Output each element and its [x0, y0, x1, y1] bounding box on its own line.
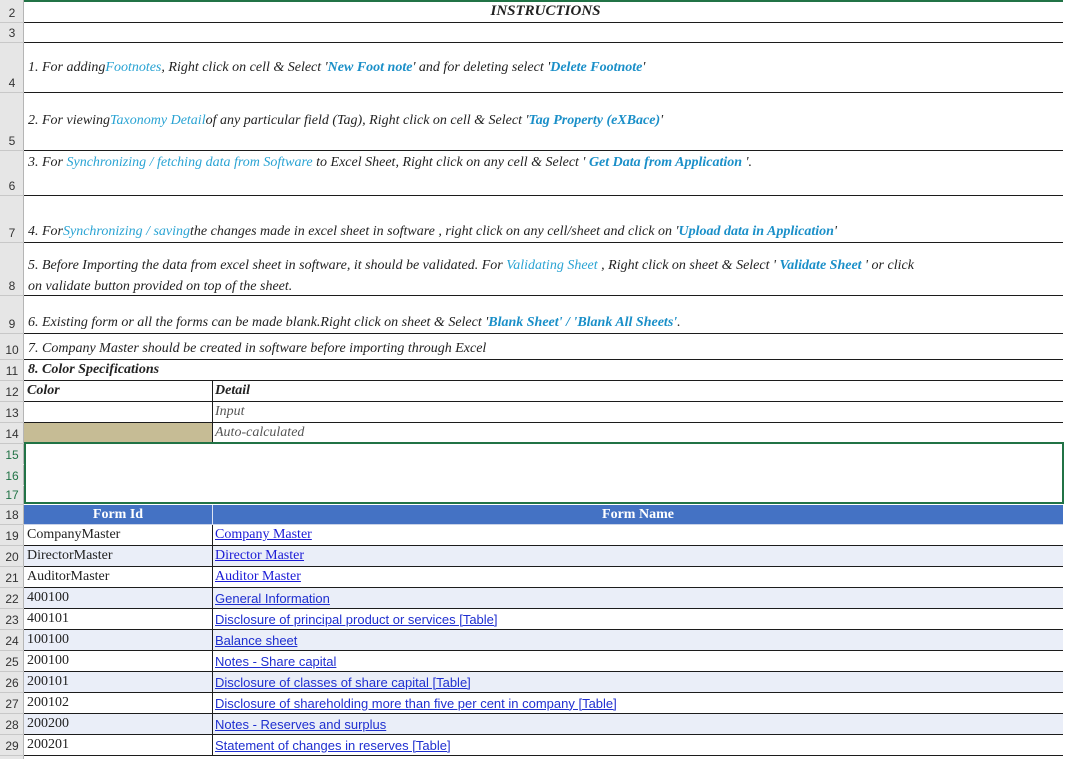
row-number[interactable]: 7 — [0, 196, 24, 243]
text: 6. Existing form or all the forms can be made blank.Right click on sheet & Select ' — [28, 315, 489, 330]
table-row — [0, 588, 1065, 609]
highlight-term: Synchronizing / saving — [63, 224, 191, 239]
auto-calculated-color-swatch[interactable] — [24, 423, 213, 444]
instruction-6[interactable] — [24, 296, 1063, 334]
row-13 — [0, 402, 1065, 423]
empty-cell[interactable] — [24, 23, 1063, 43]
text: ' — [833, 224, 837, 239]
table-row — [0, 693, 1065, 714]
menu-option-label: Delete Footnote — [550, 59, 643, 75]
input-color-swatch[interactable] — [24, 402, 213, 423]
input-detail[interactable]: Input — [213, 402, 1063, 423]
form-link[interactable]: Notes - Share capital — [215, 653, 337, 669]
row-18 — [0, 505, 1065, 525]
row-11 — [0, 360, 1065, 381]
highlight-term: Footnotes — [105, 59, 162, 75]
selected-range[interactable] — [24, 442, 1064, 504]
form-link[interactable]: Balance sheet — [215, 632, 298, 648]
row-number[interactable]: 5 — [0, 93, 24, 151]
row-number[interactable]: 27 — [0, 693, 24, 714]
form-id[interactable]: DirectorMaster — [24, 546, 213, 567]
form-link[interactable]: Statement of changes in reserves [Table] — [215, 737, 451, 753]
text: , Right click on sheet & Select ' — [601, 258, 776, 273]
row-number[interactable]: 3 — [0, 23, 24, 43]
row-number[interactable]: 20 — [0, 546, 24, 567]
text: ' and for deleting select ' — [412, 59, 551, 75]
color-header[interactable]: Color — [24, 381, 213, 402]
row-number[interactable]: 11 — [0, 360, 24, 381]
row-7 — [0, 196, 1065, 243]
text: 1. For adding — [28, 59, 106, 75]
form-link[interactable]: Disclosure of principal product or services [Table] — [215, 611, 498, 627]
instruction-1[interactable] — [24, 43, 1063, 93]
table-row — [0, 714, 1065, 735]
row-number[interactable]: 26 — [0, 672, 24, 693]
highlight-term: Taxonomy Detail — [110, 112, 206, 128]
row-4 — [0, 43, 1065, 93]
text: 3. For — [28, 155, 67, 170]
menu-option-label: Tag Property (eXBace) — [528, 112, 661, 128]
form-link[interactable]: Auditor Master — [215, 569, 301, 584]
auto-calculated-detail[interactable]: Auto-calculated — [213, 423, 1063, 444]
form-link[interactable]: Disclosure of shareholding more than five per cent in company [Table] — [215, 695, 617, 711]
menu-option-label: Upload data in Application — [678, 224, 834, 239]
form-name-cell[interactable] — [213, 735, 1063, 756]
instruction-2[interactable] — [24, 93, 1063, 151]
form-id[interactable]: 200102 — [24, 693, 213, 714]
row-number[interactable]: 17 — [0, 486, 24, 505]
highlight-term: Validating Sheet — [506, 258, 598, 273]
row-3 — [0, 23, 1065, 43]
form-name-cell[interactable] — [213, 651, 1063, 672]
row-number[interactable]: 6 — [0, 151, 24, 196]
form-name-cell[interactable] — [213, 714, 1063, 735]
text: '. — [745, 155, 753, 170]
instruction-3[interactable] — [24, 151, 1063, 196]
row-number[interactable]: 2 — [0, 0, 24, 23]
row-12 — [0, 381, 1065, 402]
row-number[interactable]: 16 — [0, 465, 24, 486]
row-number[interactable]: 15 — [0, 444, 24, 465]
instructions-title[interactable]: INSTRUCTIONS — [24, 0, 1063, 23]
menu-option-label: Blank Sheet' / 'Blank All Sheets' — [488, 315, 678, 330]
row-6 — [0, 151, 1065, 196]
form-name-cell[interactable] — [213, 588, 1063, 609]
table-row — [0, 609, 1065, 630]
row-8 — [0, 243, 1065, 296]
row-number[interactable]: 29 — [0, 735, 24, 756]
detail-header[interactable]: Detail — [213, 381, 1063, 402]
text: 4. For — [28, 224, 63, 239]
form-name-cell[interactable] — [213, 546, 1063, 567]
instruction-5[interactable] — [24, 243, 1063, 296]
form-name-cell[interactable] — [213, 630, 1063, 651]
table-row — [0, 651, 1065, 672]
row-number[interactable]: 21 — [0, 567, 24, 588]
text-line-2: on validate button provided on top of the sheet. — [28, 279, 293, 294]
row-number[interactable]: 14 — [0, 423, 24, 444]
menu-option-label: Validate Sheet — [779, 258, 862, 273]
text: the changes made in excel sheet in software , right click on any cell/sheet and click on ' — [190, 224, 679, 239]
form-link[interactable]: Director Master — [215, 548, 305, 563]
row-number[interactable]: 28 — [0, 714, 24, 735]
text: 2. For viewing — [28, 112, 111, 128]
form-name-cell[interactable] — [213, 525, 1063, 546]
form-link[interactable]: Disclosure of classes of share capital [Table] — [215, 674, 471, 690]
row-number[interactable]: 4 — [0, 43, 24, 93]
form-name-cell[interactable] — [213, 672, 1063, 693]
row-number[interactable]: 9 — [0, 296, 24, 334]
table-row — [0, 546, 1065, 567]
color-spec-title[interactable]: 8. Color Specifications — [24, 360, 1063, 381]
row-number[interactable]: 23 — [0, 609, 24, 630]
text: of any particular field (Tag), Right click on cell & Select ' — [205, 112, 529, 128]
row-number[interactable]: 19 — [0, 525, 24, 546]
row-number[interactable]: 8 — [0, 243, 24, 296]
form-id[interactable]: AuditorMaster — [24, 567, 213, 588]
form-id[interactable]: 200201 — [24, 735, 213, 756]
row-number[interactable]: 13 — [0, 402, 24, 423]
form-id[interactable]: 400100 — [24, 588, 213, 609]
row-number[interactable]: 10 — [0, 334, 24, 360]
row-5 — [0, 93, 1065, 151]
form-id[interactable]: 100100 — [24, 630, 213, 651]
table-row — [0, 735, 1065, 756]
instruction-4[interactable] — [24, 196, 1063, 243]
row-10 — [0, 334, 1065, 360]
text: 5. Before Importing the data from excel sheet in software, it should be validated. For — [28, 258, 507, 273]
table-row — [0, 672, 1065, 693]
form-name-cell[interactable] — [213, 693, 1063, 714]
form-id[interactable]: 400101 — [24, 609, 213, 630]
highlight-term: Synchronizing / fetching data from Software — [66, 155, 313, 170]
text: . — [677, 315, 681, 330]
form-id[interactable]: 200200 — [24, 714, 213, 735]
row-9 — [0, 296, 1065, 334]
form-id-header[interactable]: Form Id — [24, 505, 213, 525]
form-id[interactable]: 200101 — [24, 672, 213, 693]
menu-option-label: Get Data from Application — [588, 155, 743, 170]
row-number[interactable]: 12 — [0, 381, 24, 402]
row-2 — [0, 0, 1065, 23]
row-number[interactable]: 18 — [0, 505, 24, 525]
form-name-cell[interactable] — [213, 609, 1063, 630]
table-row — [0, 567, 1065, 588]
text: , Right click on cell & Select ' — [161, 59, 328, 75]
table-row — [0, 630, 1065, 651]
form-name-header[interactable]: Form Name — [213, 505, 1063, 525]
menu-option-label: New Foot note — [327, 59, 413, 75]
form-id[interactable]: CompanyMaster — [24, 525, 213, 546]
row-number[interactable]: 22 — [0, 588, 24, 609]
form-link[interactable]: Notes - Reserves and surplus — [215, 716, 387, 732]
text: ' — [642, 59, 646, 75]
text: to Excel Sheet, Right click on any cell & Select ' — [316, 155, 586, 170]
form-link[interactable]: Company Master — [215, 527, 312, 542]
instruction-7[interactable]: 7. Company Master should be created in software before importing through Excel — [24, 334, 1063, 360]
form-name-cell[interactable] — [213, 567, 1063, 588]
table-row — [0, 525, 1065, 546]
text: ' or click — [865, 258, 914, 273]
row-14 — [0, 423, 1065, 444]
form-link[interactable]: General Information — [215, 590, 330, 606]
row-number[interactable]: 25 — [0, 651, 24, 672]
text: ' — [660, 112, 664, 128]
form-id[interactable]: 200100 — [24, 651, 213, 672]
row-number[interactable]: 24 — [0, 630, 24, 651]
